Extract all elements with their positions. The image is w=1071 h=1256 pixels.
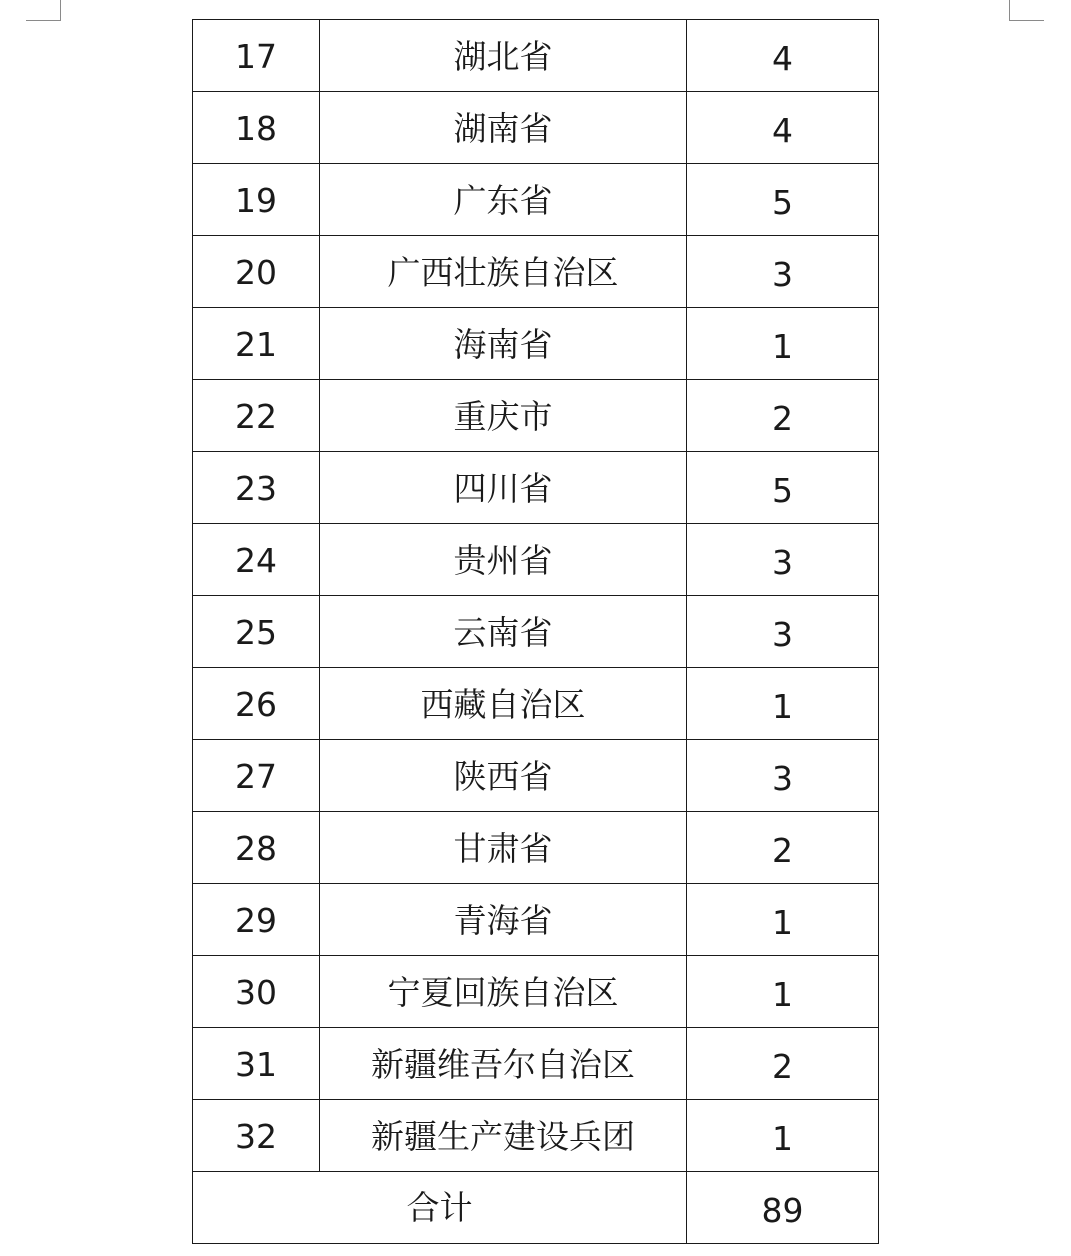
- count-value: 2: [772, 831, 793, 870]
- row-number: 29: [235, 901, 277, 940]
- count-value: 1: [772, 1119, 793, 1158]
- table-row: [193, 308, 879, 380]
- table-row: [193, 380, 879, 452]
- region-cell: [320, 1028, 687, 1100]
- row-number-cell: [193, 1028, 320, 1100]
- region-cell: [320, 236, 687, 308]
- row-number-cell: [193, 956, 320, 1028]
- table-row: [193, 596, 879, 668]
- total-count: 89: [761, 1191, 804, 1230]
- row-number: 26: [235, 685, 277, 724]
- row-number-cell: [193, 236, 320, 308]
- row-number-cell: [193, 524, 320, 596]
- row-number-cell: [193, 92, 320, 164]
- count-value: 3: [772, 255, 793, 294]
- total-label: 合计: [406, 1188, 473, 1227]
- table-body: [193, 20, 879, 1244]
- table-row: [193, 668, 879, 740]
- region-name: 陕西省: [453, 757, 553, 796]
- total-label-cell: [193, 1172, 687, 1244]
- row-number-cell: [193, 308, 320, 380]
- row-number-cell: [193, 1100, 320, 1172]
- table-row: [193, 1028, 879, 1100]
- region-name: 新疆维吾尔自治区: [371, 1045, 635, 1084]
- row-number-cell: [193, 812, 320, 884]
- row-number: 32: [235, 1117, 277, 1156]
- table-row: [193, 20, 879, 92]
- region-cell: [320, 956, 687, 1028]
- region-cell: [320, 524, 687, 596]
- page-corner-mark-right: [1009, 0, 1044, 21]
- row-number: 21: [235, 325, 277, 364]
- region-name: 海南省: [453, 325, 553, 364]
- region-name: 甘肃省: [453, 829, 553, 868]
- count-cell: [687, 164, 879, 236]
- row-number: 24: [235, 541, 277, 580]
- row-number-cell: [193, 164, 320, 236]
- table-row: [193, 884, 879, 956]
- region-name: 宁夏回族自治区: [387, 973, 619, 1012]
- table-row: [193, 524, 879, 596]
- region-name: 新疆生产建设兵团: [371, 1117, 635, 1156]
- region-name: 云南省: [453, 613, 553, 652]
- count-value: 3: [772, 543, 793, 582]
- region-name: 重庆市: [453, 397, 553, 436]
- total-row: [193, 1172, 879, 1244]
- count-cell: [687, 596, 879, 668]
- allocation-table: [192, 19, 879, 1244]
- count-cell: [687, 740, 879, 812]
- count-value: 5: [772, 471, 793, 510]
- region-cell: [320, 452, 687, 524]
- count-value: 1: [772, 327, 793, 366]
- count-cell: [687, 668, 879, 740]
- region-cell: [320, 812, 687, 884]
- region-name: 贵州省: [453, 541, 553, 580]
- count-cell: [687, 236, 879, 308]
- row-number: 31: [235, 1045, 277, 1084]
- region-name: 湖南省: [453, 109, 553, 148]
- count-cell: [687, 884, 879, 956]
- region-name: 广东省: [453, 181, 553, 220]
- row-number-cell: [193, 668, 320, 740]
- region-cell: [320, 668, 687, 740]
- region-cell: [320, 164, 687, 236]
- region-name: 广西壮族自治区: [387, 253, 619, 292]
- table-row: [193, 164, 879, 236]
- region-name: 西藏自治区: [420, 685, 586, 724]
- page-corner-mark-left: [26, 0, 61, 21]
- row-number: 22: [235, 397, 277, 436]
- count-cell: [687, 380, 879, 452]
- row-number: 19: [235, 181, 277, 220]
- count-value: 5: [772, 183, 793, 222]
- region-cell: [320, 1100, 687, 1172]
- region-name: 青海省: [453, 901, 553, 940]
- count-cell: [687, 92, 879, 164]
- region-cell: [320, 596, 687, 668]
- row-number-cell: [193, 740, 320, 812]
- count-value: 1: [772, 687, 793, 726]
- row-number-cell: [193, 884, 320, 956]
- count-value: 3: [772, 759, 793, 798]
- count-value: 3: [772, 615, 793, 654]
- row-number-cell: [193, 380, 320, 452]
- count-cell: [687, 524, 879, 596]
- row-number: 17: [235, 37, 277, 76]
- count-cell: [687, 1100, 879, 1172]
- row-number: 23: [235, 469, 277, 508]
- count-cell: [687, 20, 879, 92]
- row-number-cell: [193, 452, 320, 524]
- count-cell: [687, 308, 879, 380]
- region-cell: [320, 740, 687, 812]
- region-cell: [320, 884, 687, 956]
- table-row: [193, 236, 879, 308]
- table-row: [193, 1100, 879, 1172]
- count-cell: [687, 1028, 879, 1100]
- count-value: 4: [772, 39, 793, 78]
- region-cell: [320, 308, 687, 380]
- row-number-cell: [193, 20, 320, 92]
- row-number: 25: [235, 613, 277, 652]
- table-row: [193, 452, 879, 524]
- table-row: [193, 92, 879, 164]
- table-row: [193, 740, 879, 812]
- region-cell: [320, 20, 687, 92]
- total-count-cell: [687, 1172, 879, 1244]
- row-number-cell: [193, 596, 320, 668]
- count-cell: [687, 812, 879, 884]
- row-number: 20: [235, 253, 277, 292]
- count-cell: [687, 452, 879, 524]
- row-number: 27: [235, 757, 277, 796]
- table-row: [193, 812, 879, 884]
- row-number: 28: [235, 829, 277, 868]
- region-cell: [320, 380, 687, 452]
- count-value: 2: [772, 1047, 793, 1086]
- count-value: 1: [772, 903, 793, 942]
- row-number: 18: [235, 109, 277, 148]
- row-number: 30: [235, 973, 277, 1012]
- region-cell: [320, 92, 687, 164]
- count-cell: [687, 956, 879, 1028]
- region-name: 湖北省: [453, 37, 553, 76]
- count-value: 4: [772, 111, 793, 150]
- table-row: [193, 956, 879, 1028]
- count-value: 1: [772, 975, 793, 1014]
- count-value: 2: [772, 399, 793, 438]
- region-name: 四川省: [453, 469, 553, 508]
